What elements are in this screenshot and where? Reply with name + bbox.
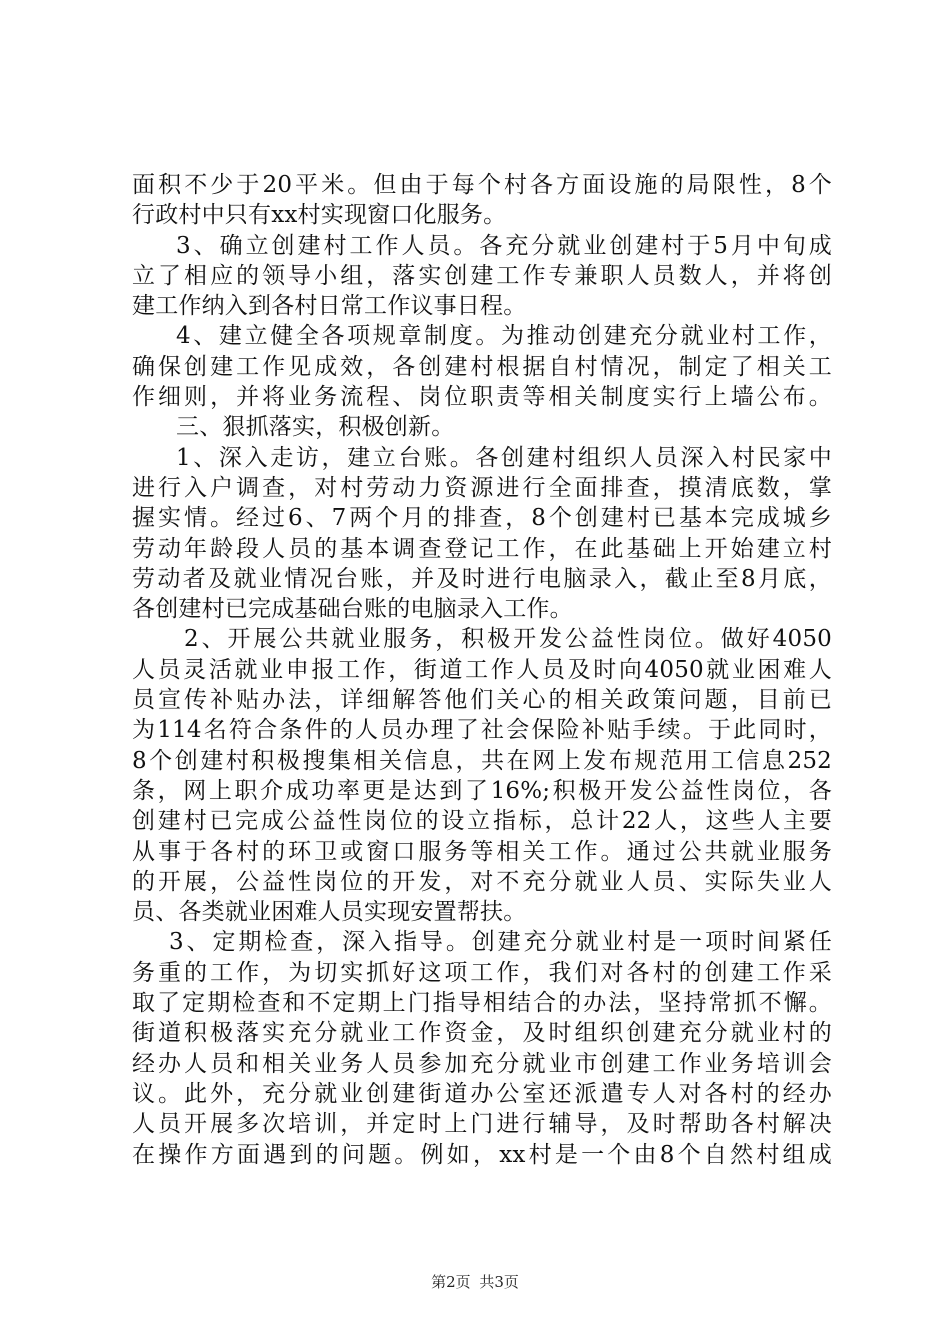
text-line: 从事于各村的环卫或窗口服务等相关工作。通过公共就业服务 bbox=[132, 838, 832, 865]
text-line: 进行入户调查，对村劳动力资源进行全面排查，摸清底数，掌 bbox=[132, 474, 832, 501]
page-number: 第2页 bbox=[431, 1273, 471, 1291]
text-line: 确保创建工作见成效，各创建村根据自村情况，制定了相关工 bbox=[132, 353, 832, 380]
text-line: 3、确立创建村工作人员。各充分就业创建村于5月中旬成 bbox=[176, 232, 832, 259]
text-line: 经办人员和相关业务人员参加充分就业市创建工作业务培训会 bbox=[132, 1050, 832, 1077]
text-line: 取了定期检查和不定期上门指导相结合的办法，坚持常抓不懈。 bbox=[132, 990, 832, 1017]
text-line: 员、各类就业困难人员实现安置帮扶。 bbox=[132, 899, 527, 926]
text-line: 1、深入走访，建立台账。各创建村组织人员深入村民家中 bbox=[176, 444, 832, 471]
text-line: 建工作纳入到各村日常工作议事日程。 bbox=[132, 293, 527, 320]
text-line: 行政村中只有xx村实现窗口化服务。 bbox=[132, 202, 507, 229]
text-line: 2、开展公共就业服务，积极开发公益性岗位。做好4050 bbox=[184, 626, 832, 653]
section-heading: 三、狠抓落实，积极创新。 bbox=[176, 414, 455, 441]
text-line: 各创建村已完成基础台账的电脑录入工作。 bbox=[132, 596, 573, 623]
text-line: 条，网上职介成功率更是达到了16%;积极开发公益性岗位，各 bbox=[132, 777, 832, 804]
text-line: 务重的工作，为切实抓好这项工作，我们对各村的创建工作采 bbox=[132, 959, 832, 986]
text-line: 人员灵活就业申报工作，街道工作人员及时向4050就业困难人 bbox=[132, 656, 832, 683]
text-line: 人员开展多次培训，并定时上门进行辅导，及时帮助各村解决 bbox=[132, 1111, 832, 1138]
text-line: 作细则，并将业务流程、岗位职责等相关制度实行上墙公布。 bbox=[132, 384, 832, 411]
text-line: 在操作方面遇到的问题。例如，xx村是一个由8个自然村组成 bbox=[132, 1141, 832, 1168]
text-line: 劳动者及就业情况台账，并及时进行电脑录入，截止至8月底， bbox=[132, 565, 832, 592]
text-line: 街道积极落实充分就业工作资金，及时组织创建充分就业村的 bbox=[132, 1020, 832, 1047]
text-line: 4、建立健全各项规章制度。为推动创建充分就业村工作， bbox=[176, 323, 832, 350]
text-line: 创建村已完成公益性岗位的设立指标，总计22人，这些人主要 bbox=[132, 808, 832, 835]
text-line: 8个创建村积极搜集相关信息，共在网上发布规范用工信息252 bbox=[132, 747, 832, 774]
text-line: 为114名符合条件的人员办理了社会保险补贴手续。于此同时， bbox=[132, 717, 832, 744]
text-line: 的开展，公益性岗位的开发，对不充分就业人员、实际失业人 bbox=[132, 868, 832, 895]
page-total: 共3页 bbox=[479, 1273, 519, 1291]
page-footer bbox=[0, 1271, 950, 1292]
text-line: 握实情。经过6、7两个月的排查，8个创建村已基本完成城乡 bbox=[132, 505, 832, 532]
document-body bbox=[132, 170, 832, 1170]
text-line: 员宣传补贴办法，详细解答他们关心的相关政策问题，目前已 bbox=[132, 687, 832, 714]
text-line: 立了相应的领导小组，落实创建工作专兼职人员数人，并将创 bbox=[132, 262, 832, 289]
text-line: 议。此外，充分就业创建街道办公室还派遣专人对各村的经办 bbox=[132, 1080, 832, 1107]
text-line: 面积不少于20平米。但由于每个村各方面设施的局限性，8个 bbox=[132, 172, 832, 198]
text-line: 3、定期检查，深入指导。创建充分就业村是一项时间紧任 bbox=[169, 929, 832, 956]
text-line: 劳动年龄段人员的基本调查登记工作，在此基础上开始建立村 bbox=[132, 535, 832, 562]
